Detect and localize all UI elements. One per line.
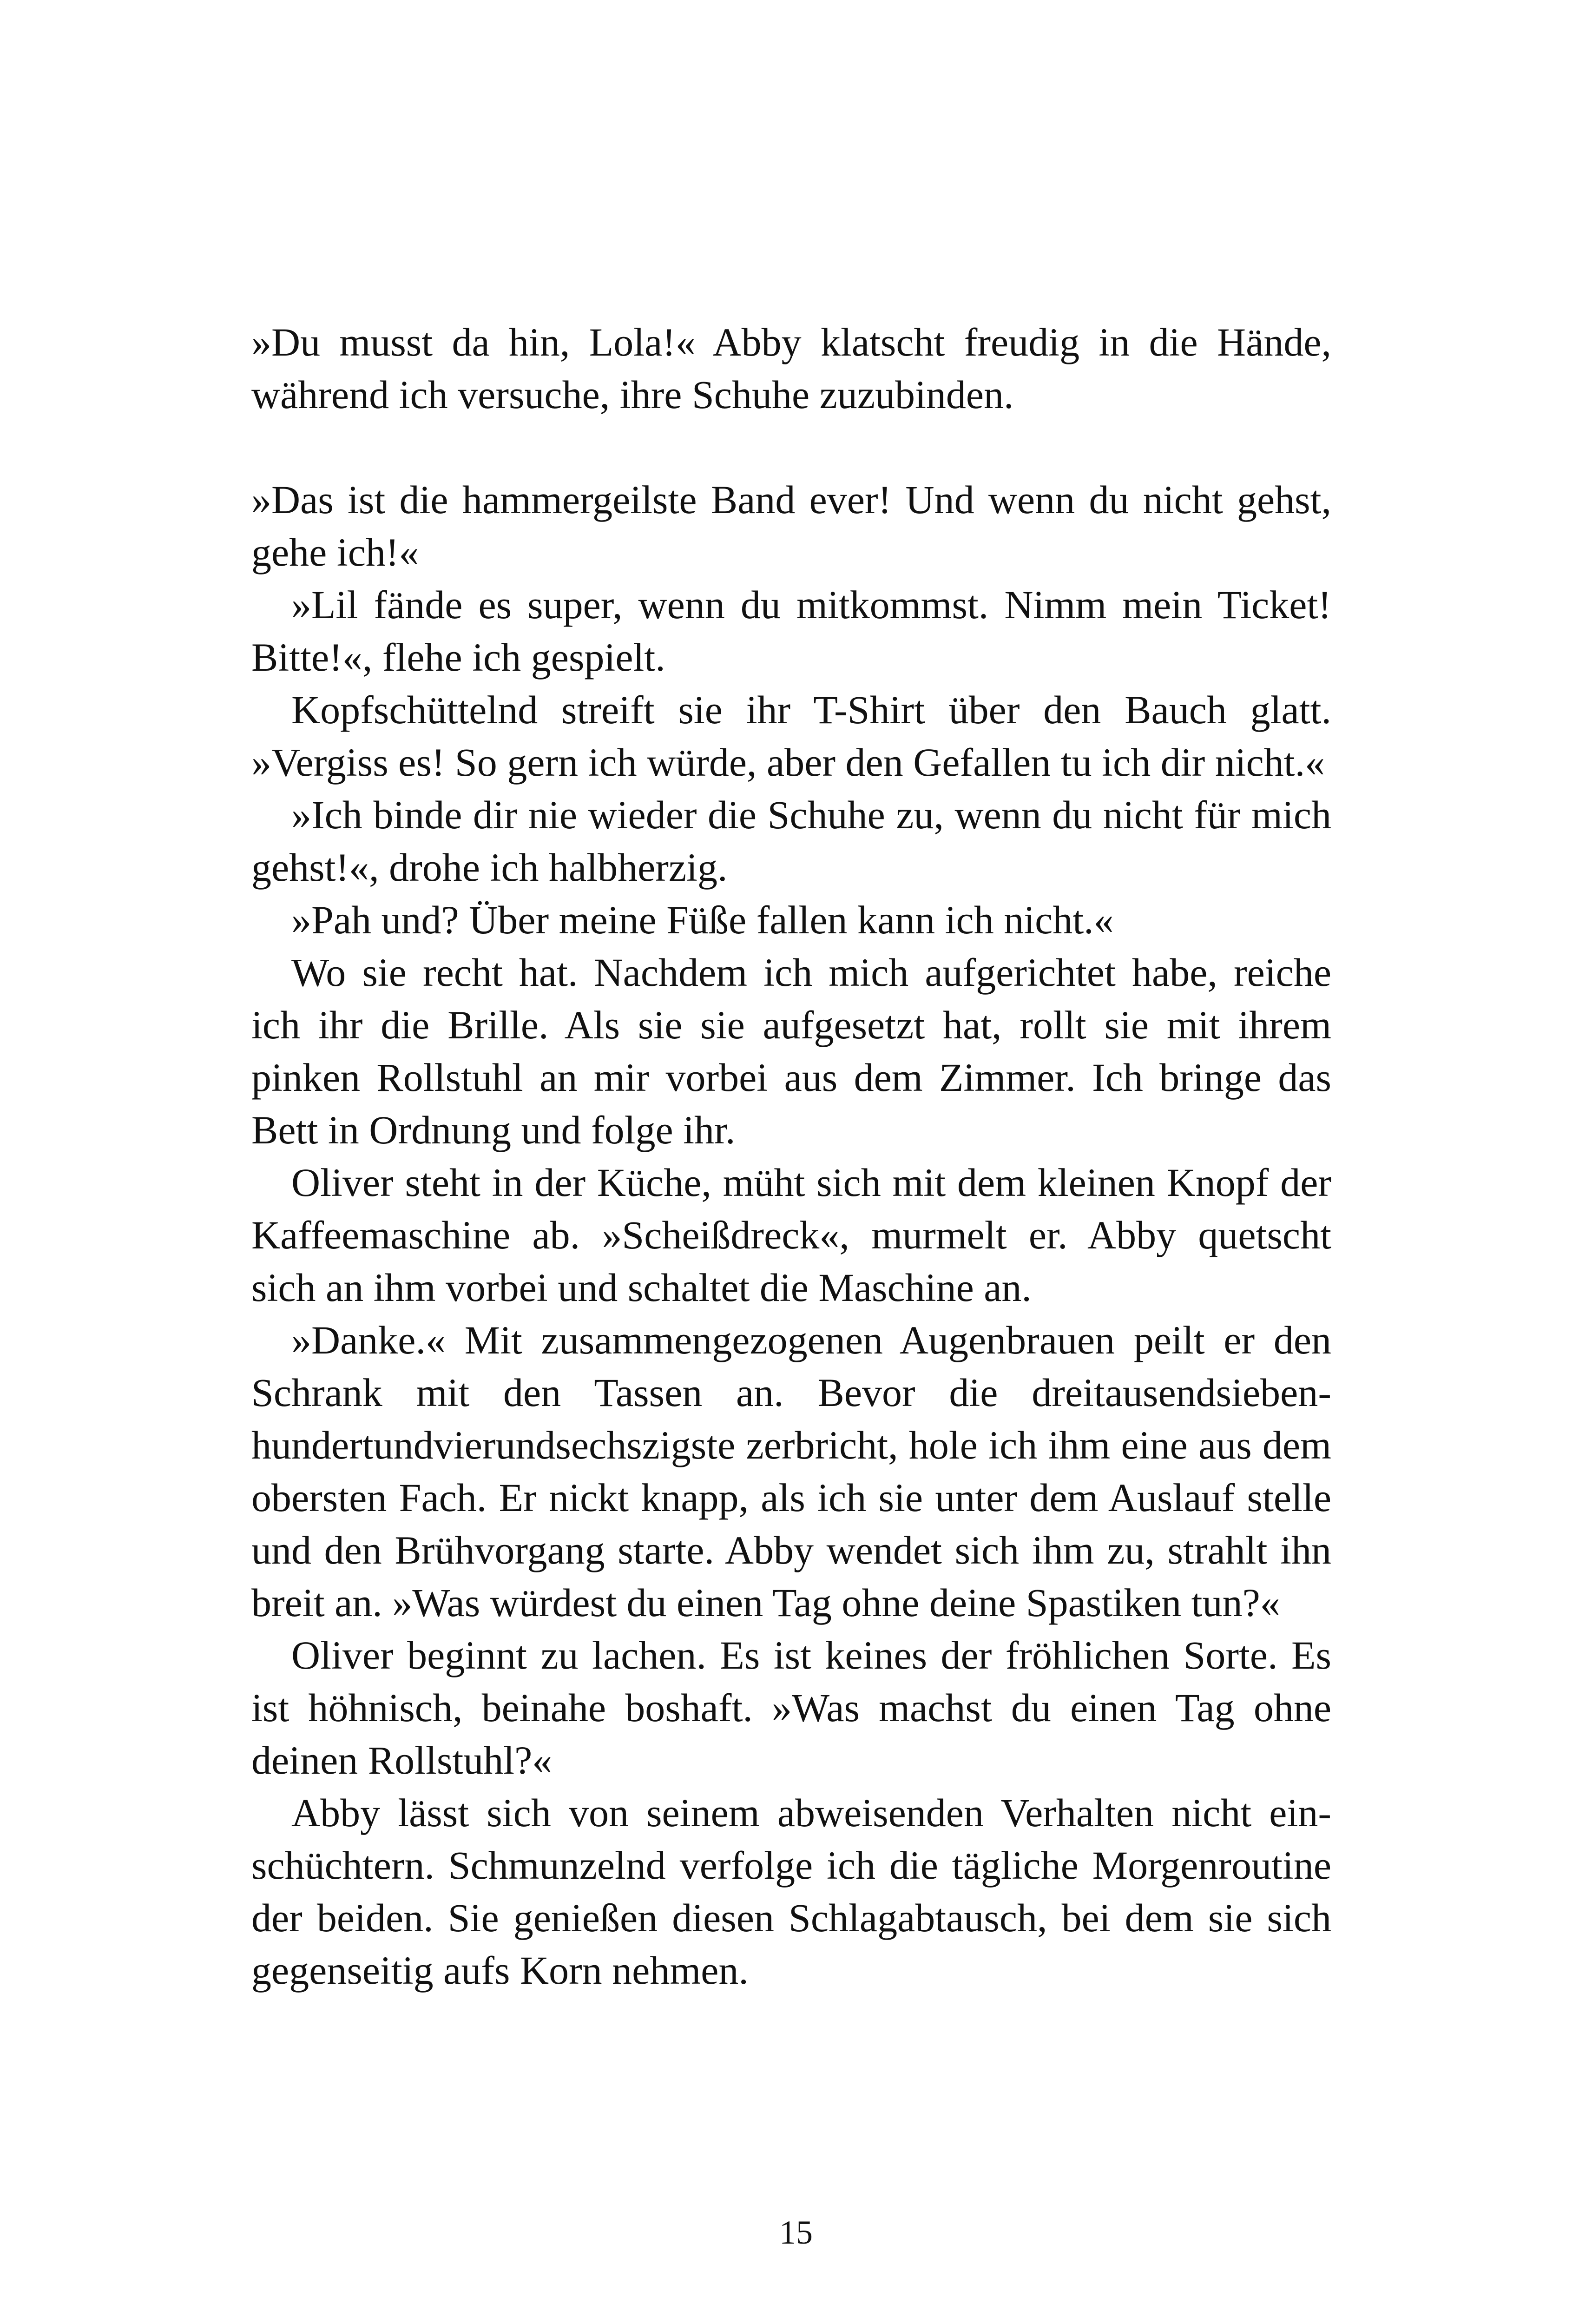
paragraph: Abby lässt sich von seinem abweisenden Verhalten nicht einschüchtern. Schmunzelnd verfolge ich die tägliche Morgenroutine der beiden. Sie genießen diesen Schlagabtausch, bei dem sie sich gegenseitig aufs Korn nehmen.: [251, 1790, 1331, 1993]
paragraph: »Ich binde dir nie wieder die Schuhe zu, wenn du nicht für mich gehst!«, drohe ich halbherzig.: [251, 792, 1331, 890]
paragraph: Oliver steht in der Küche, müht sich mit dem kleinen Knopf der Kaffeemaschine ab. »Scheißdreck«, murmelt er. Abby quetscht sich an ihm vorbei und schaltet die Maschine an.: [251, 1160, 1331, 1310]
paragraph: Kopfschüttelnd streift sie ihr T-Shirt über den Bauch glatt. »Vergiss es! So gern ich würde, aber den Gefallen tu ich dir nicht.«: [251, 687, 1331, 785]
page-number: 15: [779, 2214, 813, 2251]
paragraph: Oliver beginnt zu lachen. Es ist keines der fröhlichen Sorte. Es ist höhnisch, beinahe boshaft. »Was machst du einen Tag ohne deinen Rollstuhl?«: [251, 1633, 1331, 1783]
paragraph: »Das ist die hammergeilste Band ever! Und wenn du nicht gehst, gehe ich!«: [251, 477, 1331, 574]
paragraph: »Pah und? Über meine Füße fallen kann ich nicht.«: [291, 898, 1114, 942]
paragraph: »Du musst da hin, Lola!« Abby klatscht freudig in die Hände, während ich versuche, ihre Schuhe zuzubinden.: [251, 320, 1331, 417]
paragraph: »Danke.« Mit zusammengezogenen Augenbrauen peilt er den Schrank mit den Tassen an. Bevor die dreitausendsiebenhundertundvierundsechszigste zerbricht, hole ich ihm eine aus dem obersten Fach. Er nickt knapp, als ich sie unter dem Auslauf stelle und den Brühvorgang starte. Abby wendet sich ihm zu, strahlt ihn breit an. »Was würdest du einen Tag ohne deine Spastiken tun?«: [251, 1318, 1331, 1625]
paragraph: Wo sie recht hat. Nachdem ich mich aufgerichtet habe, reiche ich ihr die Brille. Als sie sie aufgesetzt hat, rollt sie mit ihrem pinken Rollstuhl an mir vorbei aus dem Zimmer. Ich bringe das Bett in Ordnung und folge ihr.: [251, 950, 1331, 1152]
paragraph: »Lil fände es super, wenn du mitkommst. Nimm mein Ticket! Bitte!«, flehe ich gespielt.: [251, 582, 1331, 680]
body-text: [251, 316, 1331, 1997]
